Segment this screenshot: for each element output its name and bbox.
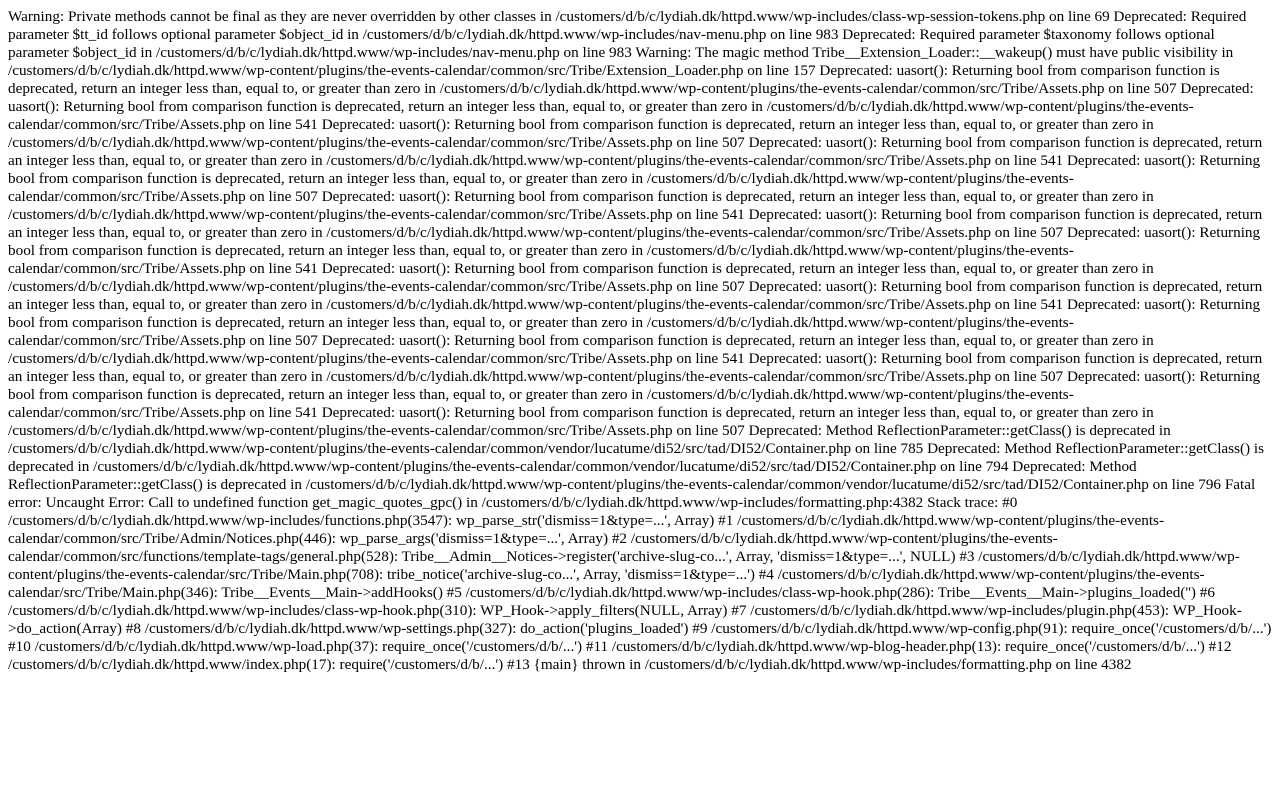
- message-label: Deprecated:: [748, 278, 822, 295]
- message-text: uasort(): Returning bool from comparison function is deprecated, return an integer less than, equal to, or greater than zero in /customers/d/b/c/lydiah.dk/httpd.www/wp-content/plugins/the-events-calendar/common/src/Tribe/Assets.php on line 507: [8, 152, 1261, 205]
- message-label: Deprecated:: [1066, 296, 1141, 313]
- message-text: Method ReflectionParameter::getClass() is deprecated in /customers/d/b/c/lydiah.dk/httpd.www/wp-content/plugins/the-events-calendar/common/vendor/lucatume/di52/src/tad/DI52/Container.php on line 794: [8, 440, 1265, 475]
- message-label: Deprecated:: [842, 26, 916, 43]
- message-label: Deprecated:: [1012, 458, 1086, 475]
- message-label: Deprecated:: [321, 404, 396, 421]
- message-label: Deprecated:: [927, 440, 1001, 457]
- message-text: uasort(): Returning bool from comparison function is deprecated, return an integer less than, equal to, or greater than zero in /customers/d/b/c/lydiah.dk/httpd.www/wp-content/plugins/the-events-calendar/common/src/Tribe/Assets.php on line 541: [8, 224, 1261, 277]
- message-text: uasort(): Returning bool from comparison function is deprecated, return an integer less than, equal to, or greater than zero in /customers/d/b/c/lydiah.dk/httpd.www/wp-content/plugins/the-events-calendar/common/src/Tribe/Assets.php on line 507: [8, 296, 1261, 349]
- php-error-output: [8, 8, 1272, 674]
- message-label: Deprecated:: [321, 188, 396, 205]
- message-text: uasort(): Returning bool from comparison function is deprecated, return an integer less than, equal to, or greater than zero in /customers/d/b/c/lydiah.dk/httpd.www/wp-content/plugins/the-events-calendar/common/src/Tribe/Assets.php on line 507: [8, 116, 1154, 151]
- message-label: Deprecated:: [321, 116, 396, 133]
- php-message: [8, 476, 1271, 673]
- message-label: Fatal error:: [8, 476, 1256, 511]
- message-label: Deprecated:: [748, 422, 822, 439]
- message-text: uasort(): Returning bool from comparison function is deprecated, return an integer less than, equal to, or greater than zero in /customers/d/b/c/lydiah.dk/httpd.www/wp-content/plugins/the-events-calendar/common/src/Tribe/Assets.php on line 507: [8, 260, 1154, 295]
- message-label: Deprecated:: [321, 332, 396, 349]
- message-text: Required parameter $tt_id follows optional parameter $object_id in /customers/d/b/c/lydiah.dk/httpd.www/wp-includes/nav-menu.php on line 983: [8, 8, 1247, 43]
- message-label: Warning:: [8, 8, 65, 25]
- message-label: Deprecated:: [1066, 368, 1141, 385]
- message-text: uasort(): Returning bool from comparison function is deprecated, return an integer less than, equal to, or greater than zero in /customers/d/b/c/lydiah.dk/httpd.www/wp-content/plugins/the-events-calendar/common/src/Tribe/Assets.php on line 507: [8, 404, 1154, 439]
- message-text: uasort(): Returning bool from comparison function is deprecated, return an integer less than, equal to, or greater than zero in /customers/d/b/c/lydiah.dk/httpd.www/wp-content/plugins/the-events-calendar/common/src/Tribe/Assets.php on line 541: [8, 98, 1194, 133]
- message-text: Private methods cannot be final as they are never overridden by other classes in /customers/d/b/c/lydiah.dk/httpd.www/wp-includes/class-wp-session-tokens.php on line 69: [67, 8, 1110, 25]
- message-text: uasort(): Returning bool from comparison function is deprecated, return an integer less than, equal to, or greater than zero in /customers/d/b/c/lydiah.dk/httpd.www/wp-content/plugins/the-events-calendar/common/src/Tribe/Assets.php on line 541: [8, 368, 1261, 421]
- message-label: Deprecated:: [1066, 152, 1141, 169]
- message-text: Required parameter $taxonomy follows optional parameter $object_id in /customers/d/b/c/lydiah.dk/httpd.www/wp-includes/nav-menu.php on line 983: [8, 26, 1215, 61]
- message-text: uasort(): Returning bool from comparison function is deprecated, return an integer less than, equal to, or greater than zero in /customers/d/b/c/lydiah.dk/httpd.www/wp-content/plugins/the-events-calendar/common/src/Tribe/Assets.php on line 541: [8, 134, 1263, 169]
- message-text: Method ReflectionParameter::getClass() is deprecated in /customers/d/b/c/lydiah.dk/httpd.www/wp-content/plugins/the-events-calendar/common/vendor/lucatume/di52/src/tad/DI52/Container.php on line 785: [8, 422, 1171, 457]
- message-label: Deprecated:: [748, 206, 822, 223]
- message-text: uasort(): Returning bool from comparison function is deprecated, return an integer less than, equal to, or greater than zero in /customers/d/b/c/lydiah.dk/httpd.www/wp-content/plugins/the-events-calendar/common/src/Tribe/Assets.php on line 507: [8, 206, 1263, 241]
- message-label: Deprecated:: [321, 260, 396, 277]
- message-text: Method ReflectionParameter::getClass() is deprecated in /customers/d/b/c/lydiah.dk/httpd.www/wp-content/plugins/the-events-calendar/common/vendor/lucatume/di52/src/tad/DI52/Container.php on line 796: [8, 458, 1222, 493]
- message-label: Warning:: [635, 44, 692, 61]
- message-label: Deprecated:: [748, 134, 822, 151]
- message-text: uasort(): Returning bool from comparison function is deprecated, return an integer less than, equal to, or greater than zero in /customers/d/b/c/lydiah.dk/httpd.www/wp-content/plugins/the-events-calendar/common/src/Tribe/Assets.php on line 541: [8, 188, 1154, 223]
- message-label: Deprecated:: [1180, 80, 1254, 97]
- message-text: uasort(): Returning bool from comparison function is deprecated, return an integer less than, equal to, or greater than zero in /customers/d/b/c/lydiah.dk/httpd.www/wp-content/plugins/the-events-calendar/common/src/Tribe/Assets.php on line 507: [8, 62, 1220, 97]
- message-text: The magic method Tribe__Extension_Loader::__wakeup() must have public visibility in /customers/d/b/c/lydiah.dk/httpd.www/wp-content/plugins/the-events-calendar/common/src/Tribe/Extension_Loader.php on line 157: [8, 44, 1234, 79]
- message-label: Deprecated:: [1113, 8, 1187, 25]
- message-label: Deprecated:: [819, 62, 893, 79]
- message-text: uasort(): Returning bool from comparison function is deprecated, return an integer less than, equal to, or greater than zero in /customers/d/b/c/lydiah.dk/httpd.www/wp-content/plugins/the-events-calendar/common/src/Tribe/Assets.php on line 507: [8, 350, 1263, 385]
- message-text: uasort(): Returning bool from comparison function is deprecated, return an integer less than, equal to, or greater than zero in /customers/d/b/c/lydiah.dk/httpd.www/wp-content/plugins/the-events-calendar/common/src/Tribe/Assets.php on line 541: [8, 332, 1154, 367]
- message-text: uasort(): Returning bool from comparison function is deprecated, return an integer less than, equal to, or greater than zero in /customers/d/b/c/lydiah.dk/httpd.www/wp-content/plugins/the-events-calendar/common/src/Tribe/Assets.php on line 541: [8, 278, 1263, 313]
- php-message: [8, 8, 1110, 25]
- message-label: Deprecated:: [1066, 224, 1141, 241]
- message-text: Uncaught Error: Call to undefined function get_magic_quotes_gpc() in /customers/d/b/c/lydiah.dk/httpd.www/wp-includes/formatting.php:4382 Stack trace: #0 /customers/d/b/c/lydiah.dk/httpd.www/wp-includes/functions.php(3547): wp_parse_str('dismiss=1&type=...', Array) #1 /customers/d/b/c/lydiah.dk/httpd.www/wp-content/plugins/the-events-calendar/common/src/Tribe/Admin/Notices.php(446): wp_parse_args('dismiss=1&type=...', Array) #2 /customers/d/b/c/lydiah.dk/httpd.www/wp-content/plugins/the-events-calendar/common/src/functions/template-tags/general.php(528): Tribe__Admin__Notices->register('archive-slug-co...', Array, 'dismiss=1&type=...', NULL) #3 /customers/d/b/c/lydiah.dk/httpd.www/wp-content/plugins/the-events-calendar/src/Tribe/Main.php(708): tribe_notice('archive-slug-co...', Array, 'dismiss=1&type=...') #4 /customers/d/b/c/lydiah.dk/httpd.www/wp-content/plugins/the-events-calendar/src/Tribe/Main.php(346): Tribe__Events__Main->addHooks() #5 /customers/d/b/c/lydiah.dk/httpd.www/wp-includes/class-wp-hook.php(286): Tribe__Events__Main->plugins_loaded('') #6 /customers/d/b/c/lydiah.dk/httpd.www/wp-includes/class-wp-hook.php(310): WP_Hook->apply_filters(NULL, Array) #7 /customers/d/b/c/lydiah.dk/httpd.www/wp-includes/plugin.php(453): WP_Hook->do_action(Array) #8 /customers/d/b/c/lydiah.dk/httpd.www/wp-settings.php(327): do_action('plugins_loaded') #9 /customers/d/b/c/lydiah.dk/httpd.www/wp-config.php(91): require_once('/customers/d/b/...') #10 /customers/d/b/c/lydiah.dk/httpd.www/wp-load.php(37): require_once('/customers/d/b/...') #11 /customers/d/b/c/lydiah.dk/httpd.www/wp-blog-header.php(13): require_once('/customers/d/b/...') #12 /customers/d/b/c/lydiah.dk/httpd.www/index.php(17): require('/customers/d/b/...') #13 {main} thrown in /customers/d/b/c/lydiah.dk/httpd.www/wp-includes/formatting.php on line 4382: [8, 494, 1272, 673]
- message-label: Deprecated:: [748, 350, 822, 367]
